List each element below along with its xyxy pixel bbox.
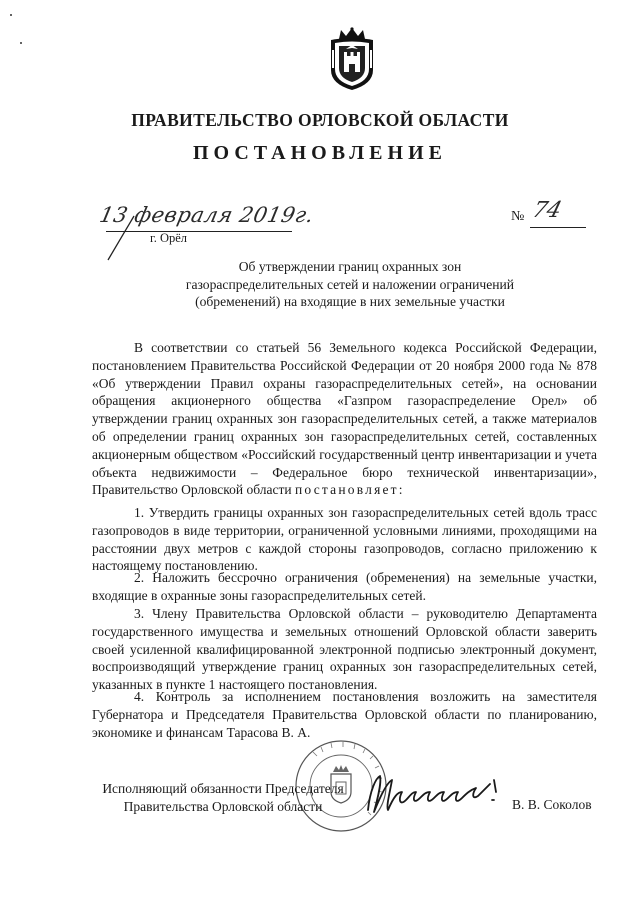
- date-slash: [100, 214, 140, 269]
- resolution-item: 2. Наложить бессрочно ограничения (обременения) на земельные участки, входящие в охранные зоны газораспределительных сетей.: [92, 570, 597, 603]
- signatory-position-line2: Правительства Орловской области: [123, 799, 323, 814]
- city-label: г. Орёл: [150, 231, 188, 245]
- document-type-title: ПОСТАНОВЛЕНИЕ: [193, 142, 447, 164]
- signatory-position-line1: Исполняющий обязанности Председателя: [102, 781, 344, 796]
- handwritten-date: 13 февраля 2019г.: [97, 203, 317, 227]
- number-label: №: [511, 209, 525, 224]
- handwritten-signature-icon: [360, 770, 510, 825]
- document-subject: Об утверждении границ охранных зон газораспределительных сетей и наложении ограничений (обременений) на входящие в них земельные участки: [185, 259, 515, 309]
- resolution-item: 1. Утвердить границы охранных зон газораспределительных сетей вдоль трасс газопроводов в виде территории, ограниченной условными линиями, проходящими на расстоянии двух метров с каждой стороны газопроводов, согласно приложению к настоящему постановлению.: [92, 505, 597, 574]
- government-name: ПРАВИТЕЛЬСТВО ОРЛОВСКОЙ ОБЛАСТИ: [131, 110, 509, 130]
- resolution-item: 4. Контроль за исполнением постановления возложить на заместителя Губернатора и Председателя Правительства Орловской области по планированию, экономике и финансам Тарасова В. А.: [92, 689, 597, 740]
- preamble-paragraph: [92, 339, 597, 499]
- preamble-text: В соответствии со статьей 56 Земельного кодекса Российской Федерации, постановлением Правительства Российской Федерации от 20 ноября 2000 года № 878 «Об утверждении Правил охраны газораспределительных сетей», на основании обращения акционерного общества «Газпром газораспределение Орел» об утверждении границ охранных зон газораспределительных сетей, а также материалов об определении границ охранных зон газораспределительных сетей, составленных акционерным обществом «Российский государственный центр инвентаризации и учета объекта недвижимости – Федеральное бюро технической инвентаризации», Правительство Орловской области: [92, 340, 597, 498]
- signatory-name: В. В. Соколов: [512, 797, 592, 812]
- number-underline: [530, 227, 586, 228]
- scan-dot: [20, 42, 22, 44]
- signatory-position: [98, 780, 348, 816]
- scan-dot: [10, 14, 12, 16]
- handwritten-number: 74: [529, 198, 565, 223]
- resolves-word: постановляет:: [295, 482, 405, 498]
- coat-of-arms-icon: [327, 26, 377, 97]
- resolution-item: 3. Члену Правительства Орловской области – руководителю Департамента государственного имущества и земельных отношений Орловской области заверить своей усиленной квалифицированной электронной подписью электронный документ, воспроизводящий утверждение границ охранных зон газораспределительных сетей, указанных в пункте 1 настоящего постановления.: [92, 606, 597, 693]
